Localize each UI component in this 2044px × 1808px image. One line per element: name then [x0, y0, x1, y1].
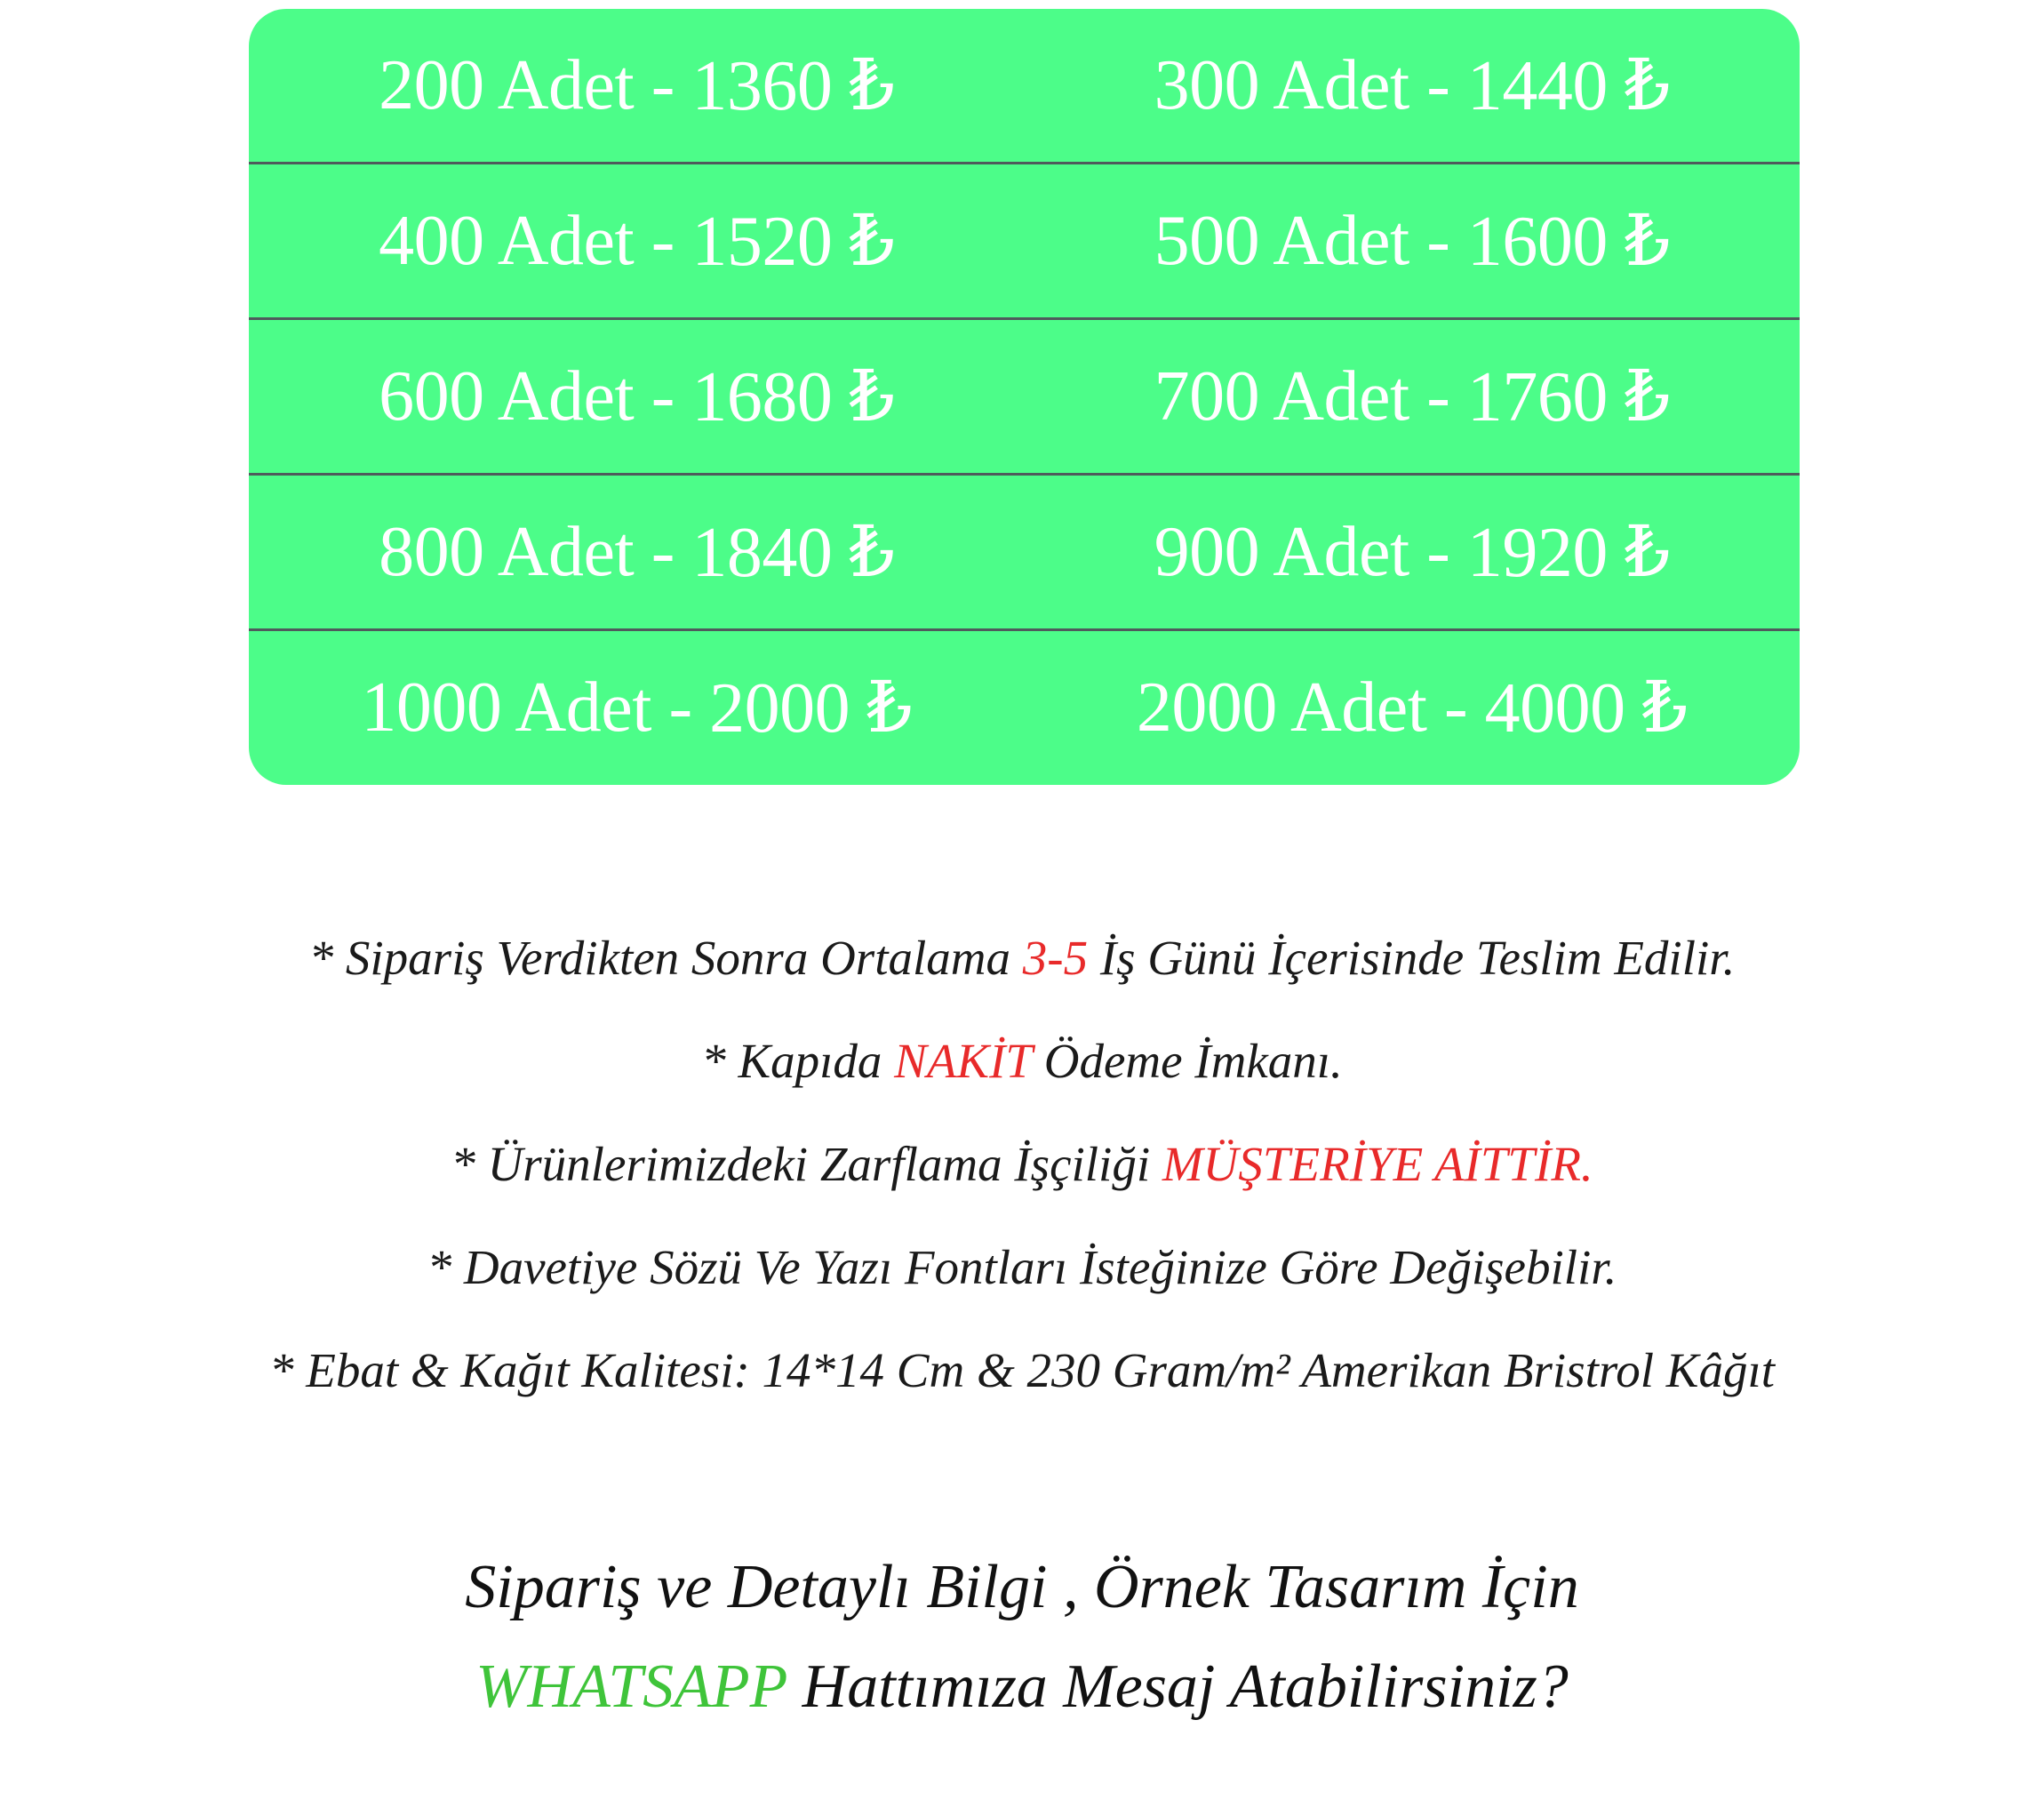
price-label: 1360 ₺	[691, 47, 895, 125]
delivery-note	[0, 907, 2044, 1010]
quantity-label: 700 Adet	[1154, 356, 1409, 436]
delivery-note-prefix: * Sipariş Verdikten Sonra Ortalama	[308, 931, 1023, 985]
delivery-note-suffix: İş Günü İçerisinde Teslim Edilir.	[1088, 931, 1736, 985]
quantity-label: 500 Adet	[1154, 201, 1409, 280]
envelope-note	[0, 1113, 2044, 1216]
whatsapp-highlight: WHATSAPP	[475, 1652, 787, 1721]
payment-note-suffix: Ödeme İmkanı.	[1032, 1034, 1343, 1088]
price-cell	[1025, 164, 1800, 317]
info-notes	[0, 907, 2044, 1422]
separator: -	[651, 668, 710, 747]
separator: -	[634, 201, 692, 280]
separator: -	[1409, 201, 1467, 280]
separator: -	[1426, 668, 1485, 747]
price-cell	[249, 476, 1025, 628]
fonts-note: * Davetiye Sözü Ve Yazı Fontları İsteğinize Göre Değişebilir.	[427, 1240, 1617, 1294]
envelope-customer-highlight: MÜŞTERİYE AİTTİR.	[1162, 1137, 1593, 1191]
cta-line-2-suffix: Hattımıza Mesaj Atabilirsiniz?	[786, 1652, 1569, 1721]
price-row	[249, 164, 1800, 320]
price-row	[249, 476, 1800, 631]
price-cell	[1025, 476, 1800, 628]
size-paper-note: * Ebat & Kağıt Kalitesi: 14*14 Cm & 230 Gram/m² Amerikan Bristrol Kâğıt	[268, 1343, 1776, 1397]
price-cell	[249, 320, 1025, 473]
price-label: 4000 ₺	[1484, 669, 1688, 748]
price-cell	[1025, 320, 1800, 473]
payment-note	[0, 1010, 2044, 1113]
payment-note-prefix: * Kapıda	[701, 1034, 895, 1088]
quantity-label: 400 Adet	[379, 201, 635, 280]
price-row	[249, 320, 1800, 476]
separator: -	[634, 356, 692, 436]
separator: -	[634, 45, 692, 124]
quantity-label: 300 Adet	[1154, 45, 1409, 124]
price-cell	[249, 164, 1025, 317]
cta-line-1: Sipariş ve Detaylı Bilgi , Örnek Tasarım İçin	[465, 1553, 1579, 1621]
price-label: 2000 ₺	[709, 669, 913, 748]
price-cell	[1025, 9, 1800, 162]
envelope-note-prefix: * Ürünlerimizdeki Zarflama İşçiliği	[451, 1137, 1162, 1191]
cta-line-2	[0, 1637, 2044, 1737]
price-table	[249, 9, 1800, 785]
price-label: 1520 ₺	[691, 203, 895, 281]
quantity-label: 2000 Adet	[1136, 668, 1427, 747]
price-row	[249, 631, 1800, 784]
price-cell	[1025, 631, 1800, 784]
price-label: 1760 ₺	[1466, 358, 1670, 436]
quantity-label: 600 Adet	[379, 356, 635, 436]
payment-cash-highlight: NAKİT	[894, 1034, 1033, 1088]
quantity-label: 1000 Adet	[361, 668, 652, 747]
price-label: 1440 ₺	[1466, 47, 1670, 125]
delivery-days-highlight: 3-5	[1022, 931, 1089, 985]
separator: -	[1409, 512, 1467, 591]
quantity-label: 800 Adet	[379, 512, 635, 591]
price-label: 1840 ₺	[691, 514, 895, 592]
price-label: 1920 ₺	[1466, 514, 1670, 592]
separator: -	[1409, 356, 1467, 436]
price-label: 1600 ₺	[1466, 203, 1670, 281]
separator: -	[634, 512, 692, 591]
price-row	[249, 9, 1800, 164]
quantity-label: 900 Adet	[1154, 512, 1409, 591]
separator: -	[1409, 45, 1467, 124]
price-cell	[249, 9, 1025, 162]
price-cell	[249, 631, 1025, 784]
quantity-label: 200 Adet	[379, 45, 635, 124]
contact-call-to-action	[0, 1538, 2044, 1737]
price-label: 1680 ₺	[691, 358, 895, 436]
